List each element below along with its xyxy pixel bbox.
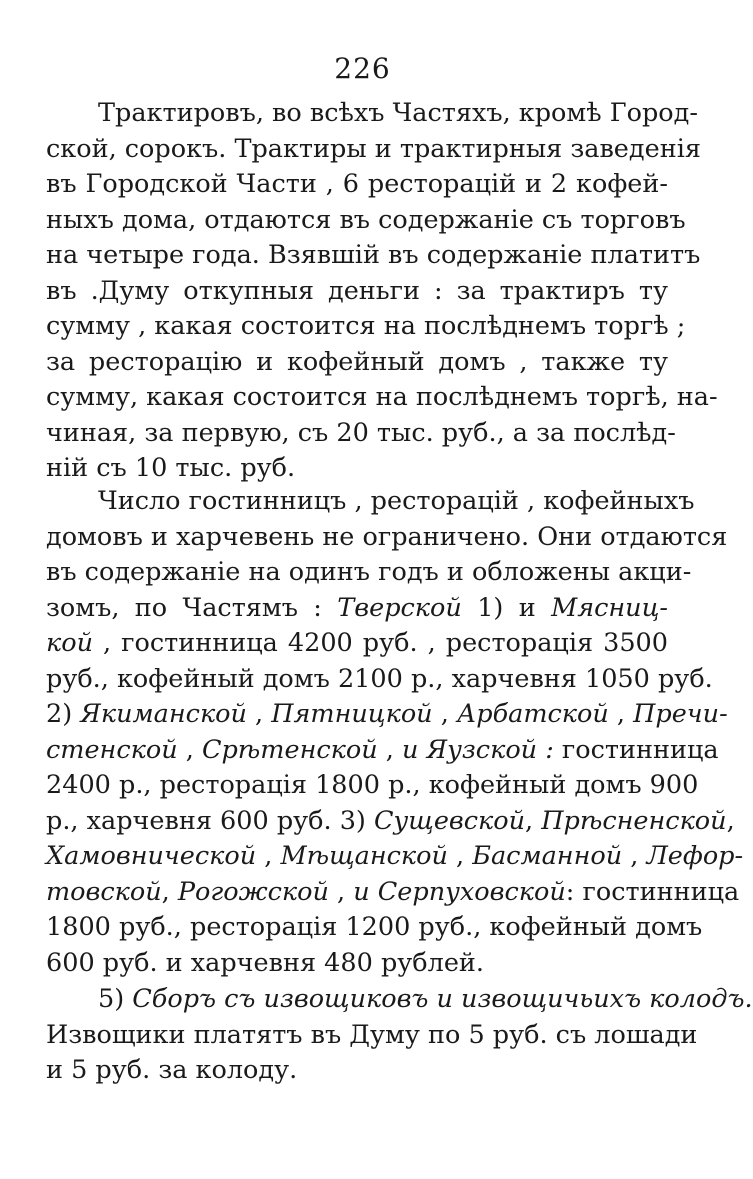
text-line [46,910,703,946]
text-run: сумму, какая состоится на послѣднемъ торгѣ, на- [46,382,718,412]
text-line [46,839,744,875]
italic-text-run: товской [46,876,162,907]
text-line [46,804,735,840]
text-run: домовъ и харчевень не ограничено. Они отдаются [46,521,728,552]
italic-text-run: стенской [46,734,178,765]
text-run: за ресторацію и кофейный домъ , также ту [46,346,668,377]
italic-text-run: Тверской [337,592,462,623]
text-line [46,697,728,733]
text-run: руб., кофейный домъ 2100 р., харчевня 1050 руб. [46,663,713,694]
text-run: , [328,876,354,907]
text-run: , [161,876,178,907]
italic-text-run: Якиманской [80,699,247,729]
text-run: гостинница [553,734,719,765]
text-run: , [177,734,202,765]
text-run: , [622,841,647,871]
text-run: 5) [98,984,133,1014]
text-line [46,484,695,520]
paragraph-hotels-excise [46,484,744,981]
italic-text-run: Пятницкой [271,699,433,729]
text-run: , [608,699,634,729]
text-line [46,96,698,132]
page-number: 226 [334,52,391,85]
italic-text-run: Хамовнической [46,841,257,871]
text-run: 2400 р., ресторація 1800 р., кофейный домъ 900 [46,770,699,800]
italic-text-run: Сущевской [374,805,526,836]
text-run: въ Городской Части , 6 ресторацій и 2 кофей- [46,169,668,199]
italic-text-run: Басманной [472,841,623,871]
text-run: 600 руб. и харчевня 480 рублей. [46,947,485,978]
text-line [46,132,701,168]
italic-text-run: Лефор- [646,841,744,871]
text-line [46,1018,698,1054]
text-run: , гостинница 4200 руб. , ресторація 3500 [93,628,668,658]
text-run: 1800 руб., ресторація 1200 руб., кофейный домъ [46,912,703,942]
text-line [46,274,668,310]
text-run: , [432,699,457,729]
italic-text-run: Срѣтенской [201,734,378,765]
paragraph-coachmen-fee [46,982,753,1089]
text-run: , [256,841,281,871]
text-run: и 5 руб. за колоду. [46,1055,298,1085]
italic-text-run: Пречи- [633,699,728,729]
text-run: , [525,805,542,836]
text-line [46,203,686,239]
text-line [46,380,718,416]
text-run: , [377,734,402,765]
text-line [46,626,668,662]
italic-text-run: и Серпуховской [353,876,566,907]
text-run: р., харчевня 600 руб. 3) [46,805,374,836]
text-run: Число гостинницъ , ресторацій , кофейныхъ [98,486,695,516]
text-run: ныхъ дома, отдаются въ содержаніе съ торговъ [46,204,686,235]
text-run: въ .Думу откупныя деньги : за трактиръ ту [46,275,668,306]
text-run: 1) и [461,592,552,623]
text-run: Трактировъ, во всѣхъ Частяхъ, кромѣ Город- [98,98,698,128]
italic-text-run: Прѣсненской [541,805,727,836]
text-line [46,946,668,982]
text-line [46,520,728,556]
text-run: зомъ, по Частямъ : [46,592,338,623]
text-run: , [246,699,272,729]
text-line [46,662,713,698]
text-run: , [726,805,735,836]
text-line [46,982,753,1018]
text-line [46,591,668,627]
text-line [46,416,676,452]
paragraph-taverns [46,96,718,487]
text-run: чиная, за первую, съ 20 тыс. руб., а за послѣд- [46,417,676,448]
text-run: на четыре года. Взявшій въ содержаніе платитъ [46,240,701,270]
italic-text-run: Мѣщанской [280,841,448,871]
text-line [46,768,699,804]
text-run: : гостинница [565,876,740,907]
text-run: , [447,841,473,871]
text-run: ской, сорокъ. Трактиры и трактирныя заведенія [46,133,701,164]
italic-text-run: Рогожской [177,876,329,907]
italic-text-run: Сборъ съ извощиковъ и извощичьихъ колодъ. [132,984,753,1014]
text-line [46,733,719,769]
text-line [46,555,692,591]
text-line [46,875,740,911]
italic-text-run: Арбатской [456,699,609,729]
text-line [46,309,686,345]
text-run: въ содержаніе на одинъ годъ и обложены акци- [46,557,692,587]
italic-text-run: и Яузской : [401,734,554,765]
text-run: Извощики платятъ въ Думу по 5 руб. съ лошади [46,1019,698,1050]
text-run: 2) [46,699,81,729]
italic-text-run: Мясниц- [551,592,668,623]
text-line [46,238,701,274]
text-run: ній съ 10 тыс. руб. [46,453,296,483]
text-line [46,345,668,381]
text-line [46,167,668,203]
text-line [46,1053,668,1089]
text-run: сумму , какая состоится на послѣднемъ торгѣ ; [46,311,686,341]
text-line [46,451,668,487]
italic-text-run: кой [46,628,94,658]
